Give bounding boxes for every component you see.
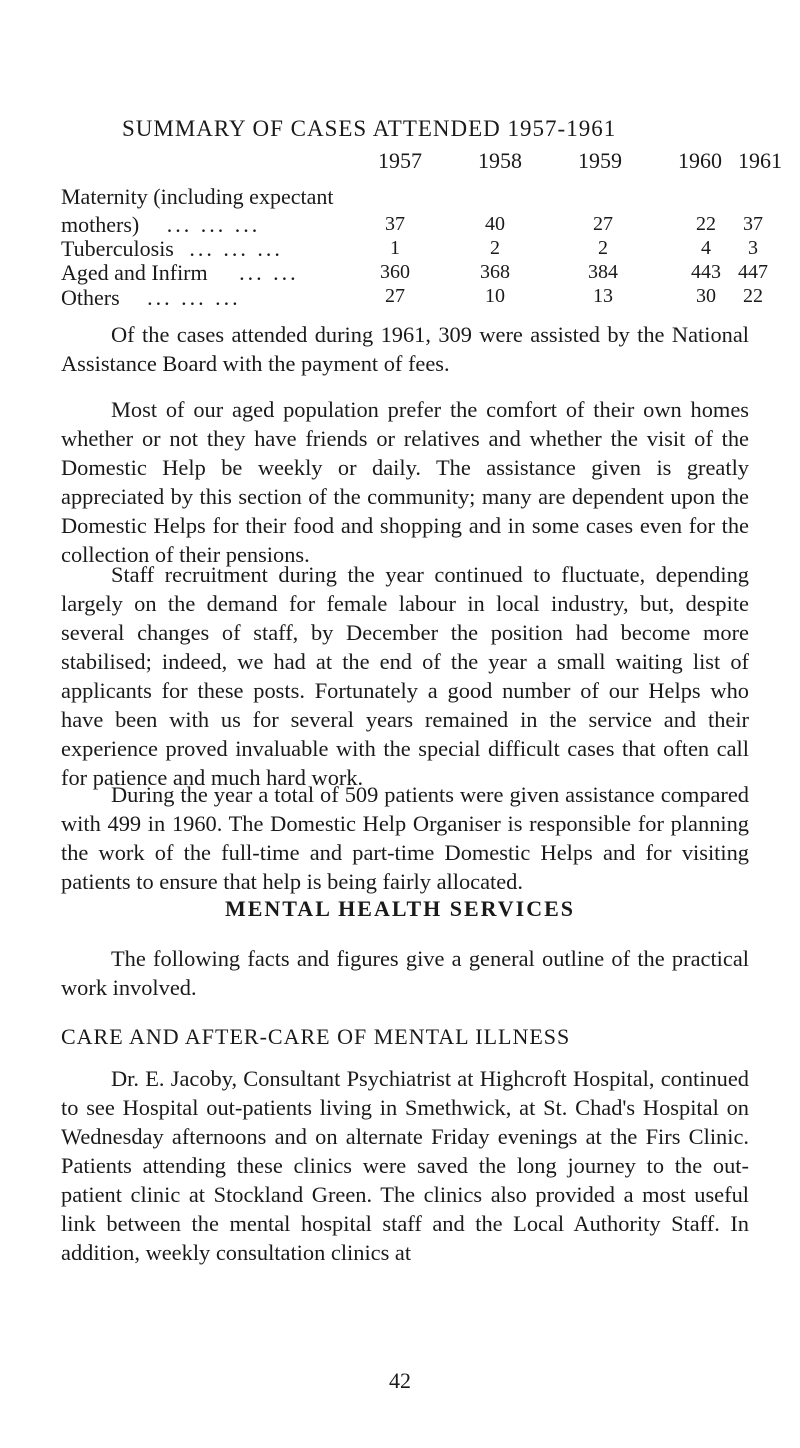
table-cell: 37 bbox=[385, 213, 405, 235]
table-cell: 27 bbox=[593, 213, 613, 235]
paragraph-mental-health-intro: The following facts and figures give a general outline of the practical work involved. bbox=[61, 946, 749, 1000]
row-label-others bbox=[61, 285, 241, 311]
table-cell: 443 bbox=[691, 261, 721, 283]
row-label-aged-infirm-text: Aged and Infirm bbox=[61, 260, 208, 285]
row-label-others-text: Others bbox=[61, 285, 120, 310]
table-cell: 13 bbox=[593, 285, 613, 307]
table-cell: 3 bbox=[748, 237, 758, 259]
paragraph-aged-population: Most of our aged population prefer the comfort of their own homes whether or not they have friends or relatives and whether the visit of the Domestic Help be weekly or daily. The assistance given is greatly appreciated by this section of the community; many are dependent upon the Domestic Helps for their food and shopping and in some cases even for the collection of their pensions. bbox=[61, 397, 749, 567]
dot-leader: ... ... ... bbox=[147, 285, 241, 310]
subheading-care-after-care: CARE AND AFTER-CARE OF MENTAL ILLNESS bbox=[61, 1024, 571, 1049]
table-cell: 37 bbox=[743, 213, 763, 235]
table-cell: 384 bbox=[588, 261, 618, 283]
row-label-tuberculosis-text: Tuberculosis bbox=[61, 236, 174, 261]
dot-leader: ... ... ... bbox=[166, 212, 261, 237]
table-cell: 10 bbox=[485, 285, 505, 307]
section-heading-mental-health: MENTAL HEALTH SERVICES bbox=[224, 896, 576, 921]
year-header-1960: 1960 bbox=[678, 148, 722, 173]
row-label-maternity-line1: Maternity (including expectant bbox=[61, 184, 334, 209]
row-label-tuberculosis bbox=[61, 236, 283, 262]
paragraph-fees: Of the cases attended during 1961, 309 were assisted by the National Assistance Board with the payment of fees. bbox=[61, 322, 749, 376]
table-cell: 360 bbox=[380, 261, 410, 283]
table-cell: 2 bbox=[598, 237, 608, 259]
paragraph-patients-total: During the year a total of 509 patients were given assistance compared with 499 in 1960. The Domestic Help Organiser is responsible for planning the work of the full-time and part-time Domestic Helps and for visiting patients to ensure that help is being fairly allocated. bbox=[61, 782, 749, 894]
table-cell: 22 bbox=[696, 213, 716, 235]
row-label-maternity-text: mothers) bbox=[61, 212, 140, 237]
year-header-1961: 1961 bbox=[738, 148, 782, 173]
paragraph-staff-recruitment: Staff recruitment during the year continued to fluctuate, depending largely on the demand for female labour in local industry, but, despite several changes of staff, by December the position had become more stabilised; indeed, we had at the end of the year a small waiting list of applicants for these posts. Fortunately a good number of our Helps who have been with us for several years remained in the service and their experience proved invaluable with the special difficult cases that often call for patience and much hard work. bbox=[61, 562, 749, 790]
dot-leader: ... ... ... bbox=[189, 236, 283, 261]
table-cell: 30 bbox=[696, 285, 716, 307]
dot-leader: ... ... bbox=[239, 260, 299, 285]
row-label-aged-infirm bbox=[61, 260, 299, 286]
table-cell: 4 bbox=[701, 237, 711, 259]
year-header-1959: 1959 bbox=[578, 148, 622, 173]
page-number: 42 bbox=[389, 1368, 411, 1393]
table-cell: 27 bbox=[385, 285, 405, 307]
table-cell: 1 bbox=[390, 237, 400, 259]
table-cell: 40 bbox=[485, 213, 505, 235]
summary-title: SUMMARY OF CASES ATTENDED 1957-1961 bbox=[122, 116, 617, 141]
table-cell: 22 bbox=[743, 285, 763, 307]
year-header-1958: 1958 bbox=[478, 148, 522, 173]
year-header-1957: 1957 bbox=[378, 148, 422, 173]
table-cell: 447 bbox=[738, 261, 768, 283]
paragraph-jacoby-clinics: Dr. E. Jacoby, Consultant Psychiatrist at Highcroft Hospital, continued to see Hospital out-patients living in Smethwick, at St. Chad's Hospital on Wednesday afternoons and on alternate Friday evenings at the Firs Clinic. Patients attending these clinics were saved the long journey to the out-patient clinic at Stockland Green. The clinics also provided a most useful link between the mental hospital staff and the Local Authority Staff. In addition, weekly consultation clinics at bbox=[61, 1066, 749, 1265]
table-cell: 368 bbox=[480, 261, 510, 283]
row-label-maternity-line2 bbox=[61, 212, 260, 238]
table-cell: 2 bbox=[490, 237, 500, 259]
